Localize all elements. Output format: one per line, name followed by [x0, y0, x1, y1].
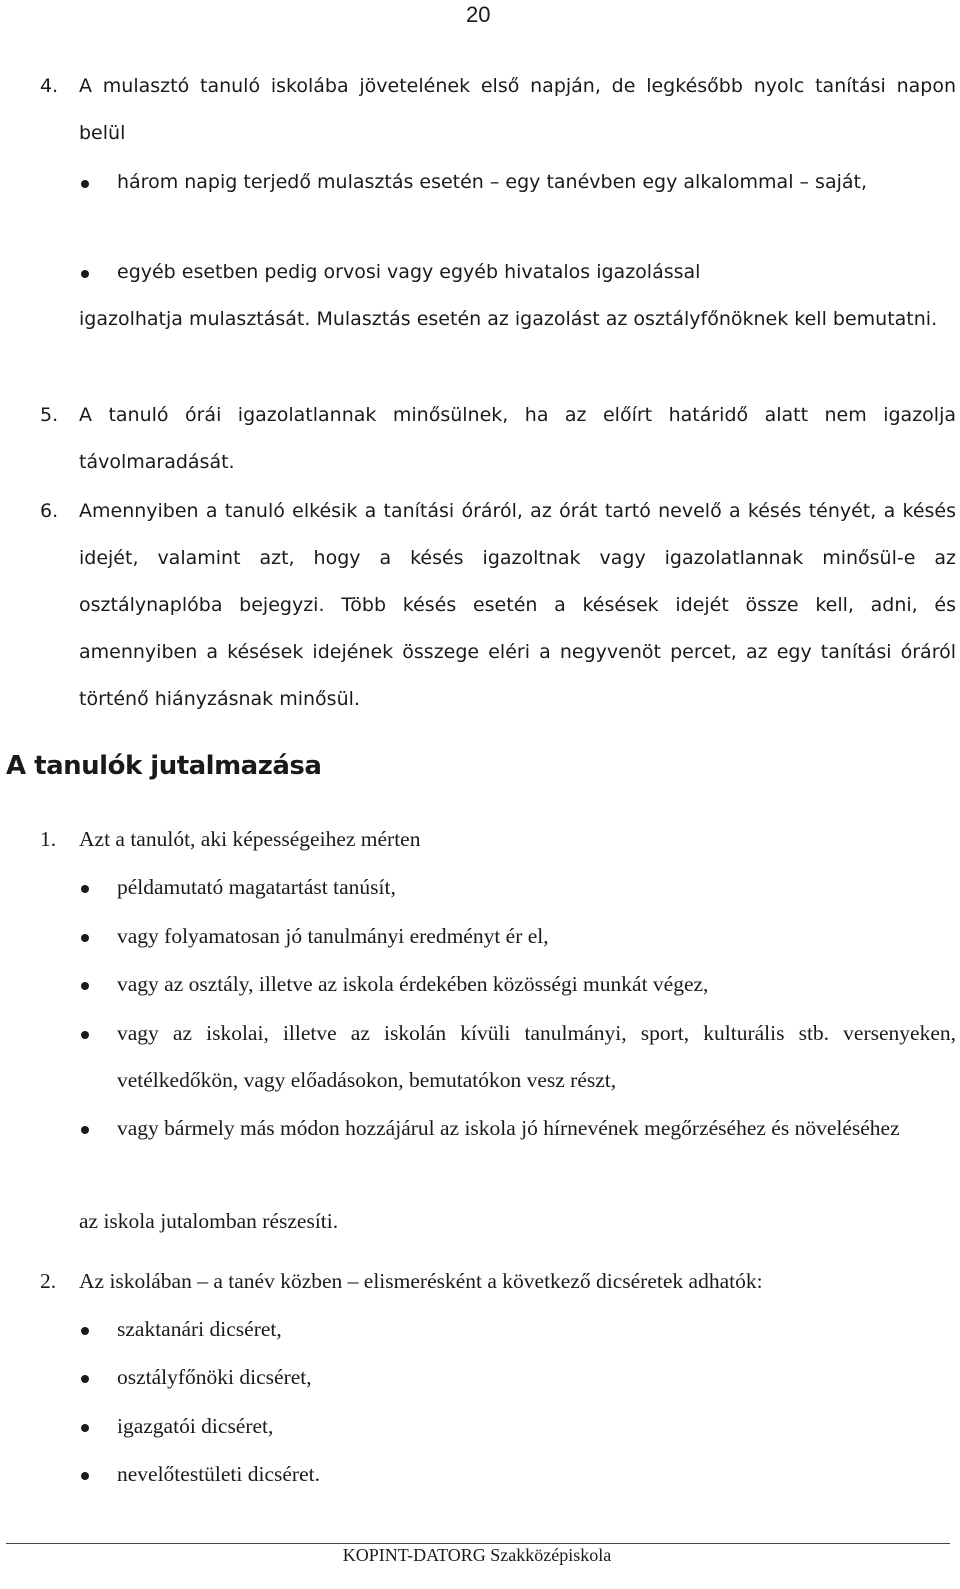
praise-bullet: osztályfőnöki dicséret,	[117, 1365, 312, 1389]
item-number: 2.	[40, 1269, 57, 1293]
item4-closing: igazolhatja mulasztását. Mulasztás esetén az igazolást az osztályfőnöknek kell bemutatni.	[79, 308, 938, 330]
item-number: 5.	[40, 404, 59, 426]
footer-divider	[6, 1543, 950, 1544]
footer	[0, 1545, 960, 1566]
bullet-icon	[81, 885, 89, 893]
item5-text: A tanuló órái igazolatlannak minősülnek, ha az előírt határidő alatt nem igazolja távolmaradását.	[79, 404, 956, 473]
item6-text: Amennyiben a tanuló elkésik a tanítási óráról, az órát tartó nevelő a késés tényét, a késés idejét, valamint azt, hogy a késés igazoltnak vagy igazolatlannak minősül-e az osztálynaplóba bejegyzi. Több késés esetén a késések idejét össze kell, adni, és amennyiben a késések idejének összege eléri a negyvenöt percet, az egy tanítási óráról történő hiányzásnak minősül.	[79, 500, 956, 710]
praise-bullet: igazgatói dicséret,	[117, 1414, 274, 1438]
item4-bullet: egyéb esetben pedig orvosi vagy egyéb hivatalos igazolással	[117, 261, 701, 283]
reward-bullet: vagy az osztály, illetve az iskola érdekében közösségi munkát végez,	[117, 972, 709, 996]
item-number: 1.	[40, 827, 57, 851]
section-item2-intro: Az iskolában – a tanév közben – elismerésként a következő dicséretek adhatók:	[79, 1269, 763, 1293]
item-number: 4.	[40, 75, 59, 97]
bullet-icon	[81, 934, 89, 942]
reward-bullet: vagy bármely más módon hozzájárul az iskola jó hírnevének megőrzéséhez és növeléséhez	[117, 1116, 900, 1140]
bullet-icon	[81, 1375, 89, 1383]
section-item1-closing: az iskola jutalomban részesíti.	[79, 1209, 339, 1233]
praise-bullet: nevelőtestületi dicséret.	[117, 1462, 320, 1486]
item4-intro: A mulasztó tanuló iskolába jövetelének első napján, de legkésőbb nyolc tanítási napon belül	[79, 75, 956, 144]
reward-bullet: vagy az iskolai, illetve az iskolán kívüli tanulmányi, sport, kulturális stb. versenyeken, vetélkedőkön, vagy előadásokon, bemutatókon vesz részt,	[117, 1021, 956, 1092]
section-heading: A tanulók jutalmazása	[6, 751, 322, 781]
item-number: 6.	[40, 500, 59, 522]
section-item1-intro: Azt a tanulót, aki képességeihez mérten	[79, 827, 421, 851]
reward-bullet: vagy folyamatosan jó tanulmányi eredményt ér el,	[117, 924, 549, 948]
bullet-icon	[81, 1031, 89, 1039]
bullet-icon	[81, 982, 89, 990]
bullet-icon	[81, 1424, 89, 1432]
bullet-icon	[81, 180, 89, 188]
page-number: 20	[466, 2, 491, 27]
reward-bullet: példamutató magatartást tanúsít,	[117, 875, 396, 899]
bullet-icon	[81, 1126, 89, 1134]
bullet-icon	[81, 1472, 89, 1480]
bullet-icon	[81, 270, 89, 278]
bullet-icon	[81, 1327, 89, 1335]
footer-text: KOPINT-DATORG Szakközépiskola	[342, 1545, 612, 1565]
item4-bullet: három napig terjedő mulasztás esetén – egy tanévben egy alkalommal – saját,	[117, 171, 868, 193]
praise-bullet: szaktanári dicséret,	[117, 1317, 282, 1341]
